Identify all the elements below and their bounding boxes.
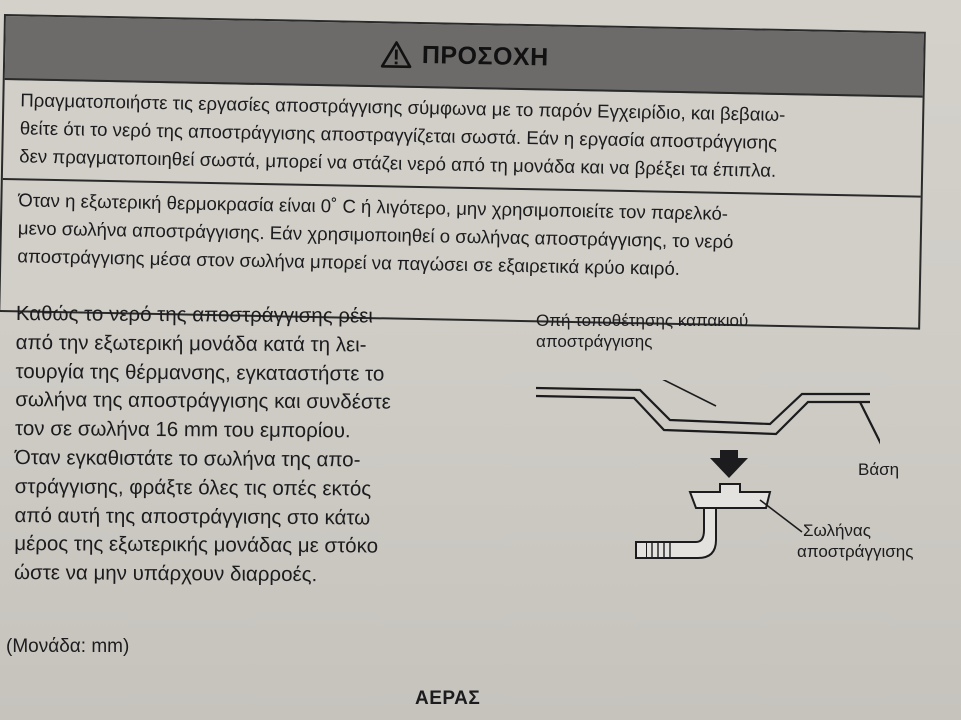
- body-line: μέρος της εξωτερικής μονάδας με στόκο: [14, 532, 379, 558]
- caution-line: Όταν η εξωτερική θερμοκρασία είναι 0˚ C ή λιγότερο, μην χρησιμοποιείτε τον παρελκό-: [18, 189, 729, 224]
- body-line: τον σε σωλήνα 16 mm του εμπορίου.: [15, 417, 351, 443]
- hole-leader-line: [660, 380, 716, 406]
- hose-label-line: αποστράγγισης: [797, 542, 914, 561]
- drain-elbow: [636, 484, 770, 558]
- base-label: Βάση: [858, 460, 900, 479]
- caution-title: ΠΡΟΣΟΧΗ: [421, 40, 549, 71]
- body-line: σωλήνα της αποστράγγισης και συνδέστε: [15, 388, 391, 415]
- hose-leader-line: [760, 500, 802, 532]
- unit-note: (Μονάδα: mm): [6, 636, 130, 657]
- caution-line: θείτε ότι το νερό της αποστράγγισης αποστραγγίζεται σωστά. Εάν η εργασία αποστράγγισης: [19, 117, 778, 153]
- body-line: τουργία της θέρμανσης, εγκαταστήστε το: [15, 359, 385, 386]
- caution-line: δεν πραγματοποιηθεί σωστά, μπορεί να στάζει νερό από τη μονάδα και να βρέξει τα έπιπλα.: [19, 145, 777, 181]
- body-line: Όταν εγκαθιστάτε το σωλήνα της απο-: [14, 445, 361, 472]
- body-line: από αυτή της αποστράγγισης στο κάτω: [14, 503, 371, 530]
- caution-box: [0, 14, 926, 330]
- body-line: Καθώς το νερό της αποστράγγισης ρέει: [15, 301, 373, 328]
- body-line: στράγγισης, φράξτε όλες τις οπές εκτός: [14, 474, 372, 501]
- caution-line: μενο σωλήνα αποστράγγισης. Εάν χρησιμοποιηθεί ο σωλήνας αποστράγγισης, το νερό: [17, 217, 734, 253]
- caution-line: Πραγματοποιήστε τις εργασίες αποστράγγισης σύμφωνα με το παρόν Εγχειρίδιο, και βεβαιω-: [20, 89, 786, 126]
- body-instructions: [14, 300, 496, 591]
- base-plate: [536, 388, 880, 462]
- up-arrow-icon: [710, 450, 748, 478]
- drain-installation-diagram: [520, 380, 880, 580]
- warning-triangle-icon: [380, 40, 413, 69]
- body-line: ώστε να μην υπάρχουν διαρροές.: [14, 561, 318, 587]
- caution-line: αποστράγγισης μέσα στον σωλήνα μπορεί να παγώσει σε εξαιρετικά κρύο καιρό.: [17, 245, 681, 280]
- caution-paragraph-temperature: [1, 180, 921, 296]
- hole-label: [536, 310, 748, 352]
- hole-label-line: αποστράγγισης: [536, 332, 653, 351]
- hole-label-line: Οπή τοποθέτησης καπακιού: [536, 311, 749, 330]
- page-footer: ΑΕΡΑΣ: [415, 688, 481, 709]
- hose-label-line: Σωλήνας: [803, 521, 871, 540]
- caution-paragraph-drainage: [3, 80, 923, 198]
- body-line: από την εξωτερική μονάδα κατά τη λει-: [15, 330, 367, 357]
